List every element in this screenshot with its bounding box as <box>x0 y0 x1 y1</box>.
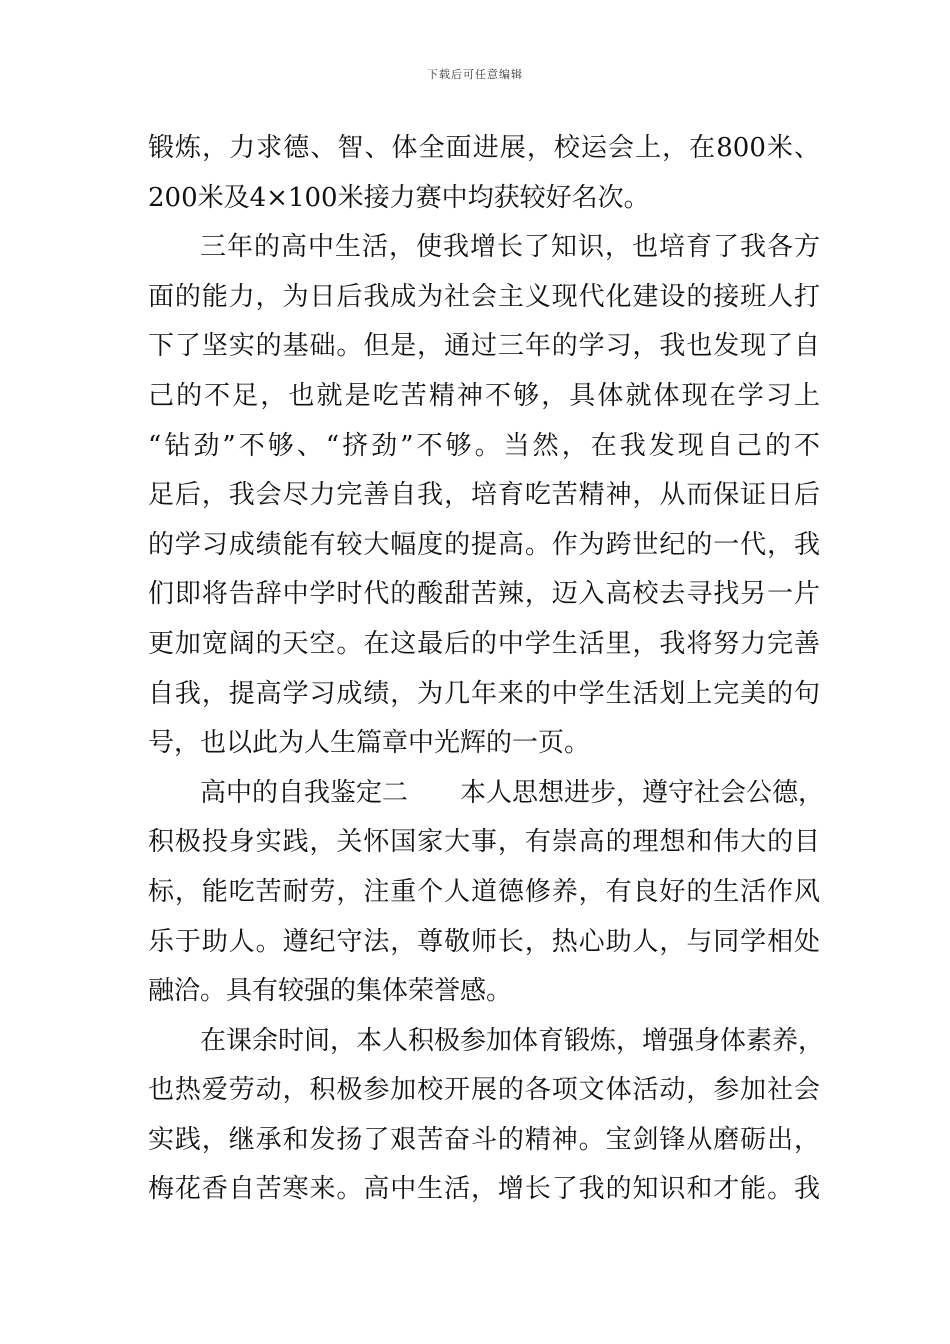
section-heading-line: 高中的自我鉴定二 本人思想进步，遵守社会公德， <box>200 777 825 808</box>
text-line: 们即将告辞中学时代的酸甜苦辣，迈入高校去寻找另一片 <box>148 579 820 610</box>
text-line: 标，能吃苦耐劳，注重个人道德修养，有良好的生活作风 <box>148 876 820 907</box>
text-line: 足后，我会尽力完善自我，培育吃苦精神，从而保证日后 <box>148 480 820 511</box>
paragraph-first-line: 三年的高中生活，使我增长了知识，也培育了我各方 <box>200 232 820 263</box>
text-line: 乐于助人。遵纪守法，尊敬师长，热心助人，与同学相处 <box>148 926 820 957</box>
text-line: 的学习成绩能有较大幅度的提高。作为跨世纪的一代，我 <box>148 529 820 560</box>
text-line: 梅花香自苦寒来。高中生活，增长了我的知识和才能。我 <box>148 1174 820 1205</box>
text-line: 锻炼，力求德、智、体全面进展，校运会上，在800米、 <box>148 133 820 163</box>
paragraph-first-line: 在课余时间，本人积极参加体育锻炼，增强身体素养， <box>200 1025 825 1056</box>
text-line: 更加宽阔的天空。在这最后的中学生活里，我将努力完善 <box>148 628 820 659</box>
text-line: 200米及4×100米接力赛中均获较好名次。 <box>148 182 650 213</box>
text-line: 自我，提高学习成绩，为几年来的中学生活划上完美的句 <box>148 678 820 709</box>
text-line: “钻劲”不够、“挤劲”不够。当然，在我发现自己的不 <box>148 430 820 461</box>
text-line: 积极投身实践，关怀国家大事，有崇高的理想和伟大的目 <box>148 827 820 858</box>
text-line: 己的不足，也就是吃苦精神不够，具体就体现在学习上 <box>148 380 820 411</box>
text-line: 实践，继承和发扬了艰苦奋斗的精神。宝剑锋从磨砺出， <box>148 1124 820 1155</box>
text-line: 号，也以此为人生篇章中光辉的一页。 <box>148 728 591 759</box>
document-body <box>148 128 825 1219</box>
page-header: 下载后可任意编辑 <box>427 68 523 81</box>
text-line: 融洽。具有较强的集体荣誉感。 <box>148 976 513 1007</box>
text-line: 下了坚实的基础。但是，通过三年的学习，我也发现了自 <box>148 331 820 362</box>
text-line: 也热爱劳动，积极参加校开展的各项文体活动，参加社会 <box>148 1075 820 1106</box>
text-line: 面的能力，为日后我成为社会主义现代化建设的接班人打 <box>148 281 820 312</box>
